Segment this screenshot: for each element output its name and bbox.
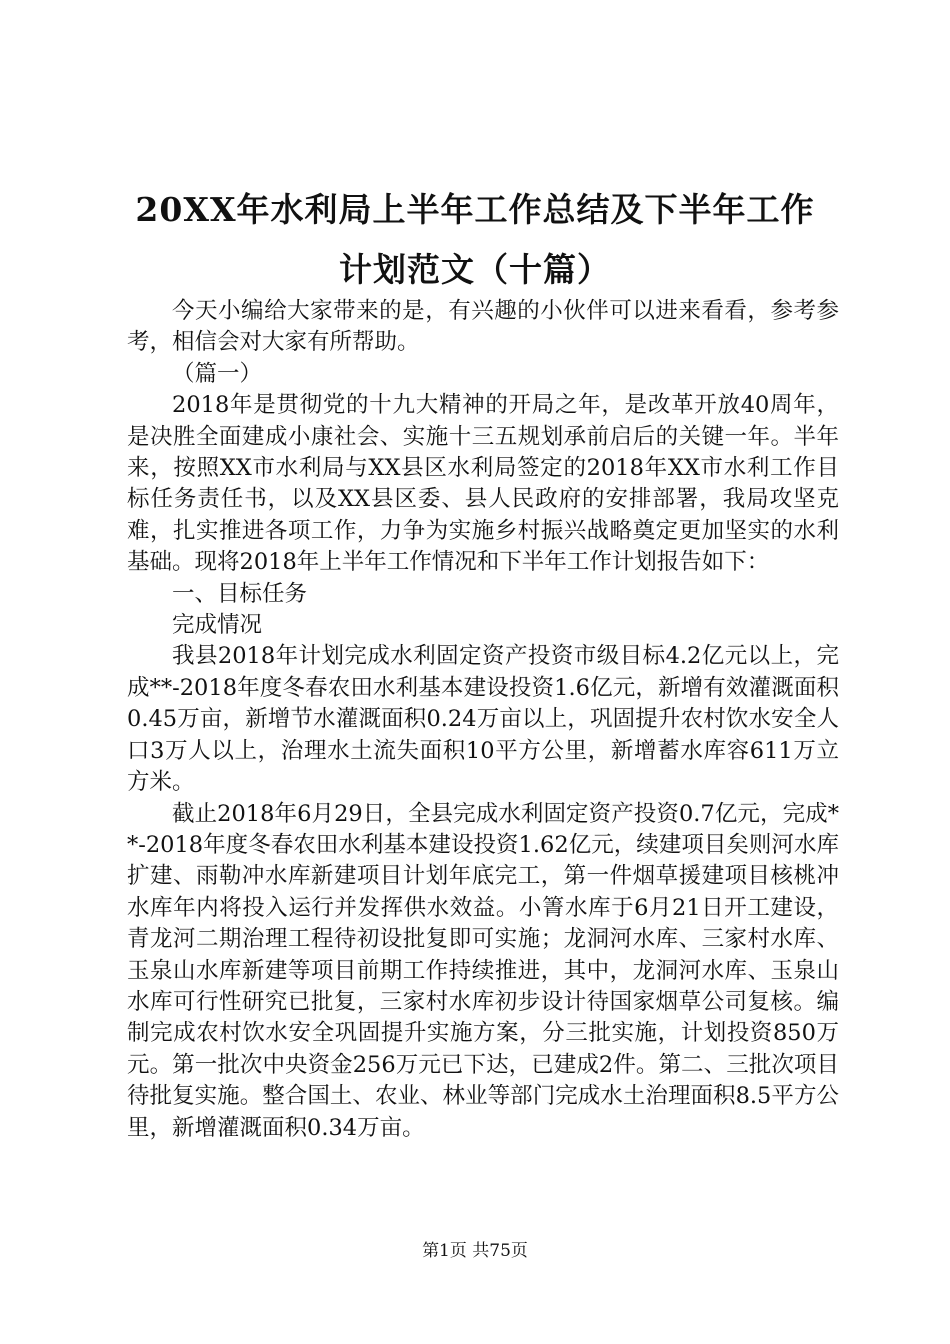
targets-paragraph: 我县2018年计划完成水利固定资产投资市级目标4.2亿元以上，完成**-2018年度冬春农田水利基本建设投资1.6亿元，新增有效灌溉面积0.45万亩，新增节水灌溉面积0.24万亩以上，巩固提升农村饮水安全人口3万人以上，治理水土流失面积10平方公里，新增蓄水库容611万立方米。 [127, 643, 839, 796]
intro-paragraph: 今天小编给大家带来的是，有兴趣的小伙伴可以进来看看，参考参考，相信会对大家有所帮助。 [127, 298, 839, 356]
overview-paragraph: 2018年是贯彻党的十九大精神的开局之年，是改革开放40周年，是决胜全面建成小康社会、实施十三五规划承前启后的关键一年。半年来，按照XX市水利局与XX县区水利局签定的2018年XX市水利工作目标任务责任书，以及XX县区委、县人民政府的安排部署，我局攻坚克难，扎实推进各项工作，力争为实施乡村振兴战略奠定更加坚实的水利基础。现将2018年上半年工作情况和下半年工作计划报告如下： [127, 392, 839, 576]
document-body [127, 296, 839, 1144]
subheading-completion: 完成情况 [172, 612, 263, 639]
title-line-1: 20XX年水利局上半年工作总结及下半年工作 [135, 190, 815, 229]
section-heading-targets: 一、目标任务 [172, 580, 308, 607]
section-label-part-one: （篇一） [172, 360, 263, 387]
document-title [60, 180, 890, 300]
title-line-2: 计划范文（十篇） [339, 250, 611, 289]
page-footer: 第1页 共75页 [422, 1241, 528, 1261]
progress-paragraph: 截止2018年6月29日，全县完成水利固定资产投资0.7亿元，完成**-2018年度冬春农田水利基本建设投资1.62亿元，续建项目矣则河水库扩建、雨勒冲水库新建项目计划年底完工，第一件烟草援建项目核桃冲水库年内将投入运行并发挥供水效益。小箐水库于6月21日开工建设，青龙河二期治理工程待初设批复即可实施；龙洞河水库、三家村水库、玉泉山水库新建等项目前期工作持续推进，其中，龙洞河水库、玉泉山水库可行性研究已批复，三家村水库初步设计待国家烟草公司复核。编制完成农村饮水安全巩固提升实施方案，分三批实施，计划投资850万元。第一批次中央资金256万元已下达，已建成2件。第二、三批次项目待批复实施。整合国土、农业、林业等部门完成水土治理面积8.5平方公里，新增灌溉面积0.34万亩。 [127, 800, 839, 1141]
